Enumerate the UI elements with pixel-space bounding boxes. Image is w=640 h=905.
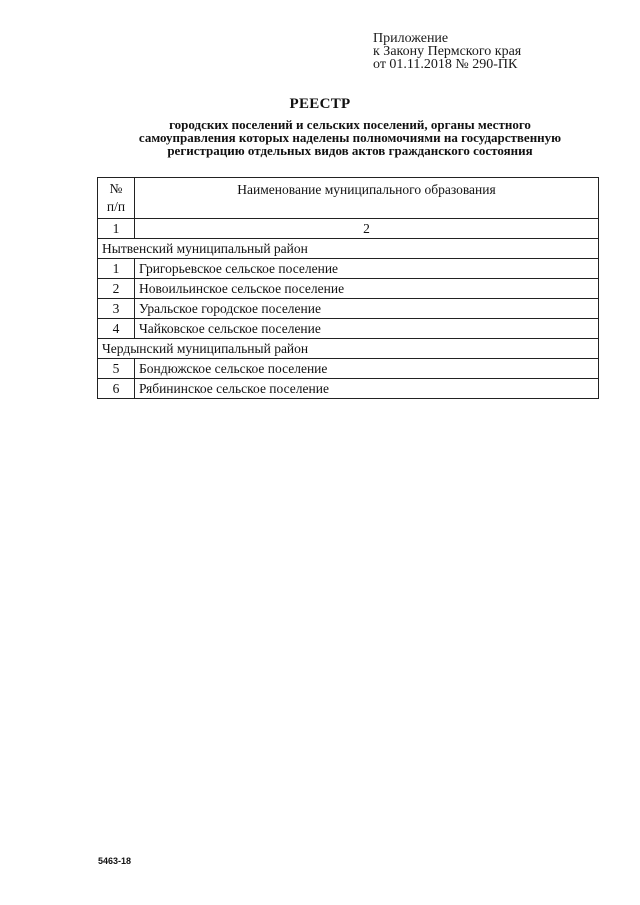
- row-name: Новоильинское сельское поселение: [135, 279, 599, 299]
- row-number: 6: [98, 379, 135, 399]
- table-index-row: [98, 219, 599, 239]
- header-number-abbr: п/п: [106, 199, 126, 214]
- row-name: Уральское городское поселение: [135, 299, 599, 319]
- row-number: 5: [98, 359, 135, 379]
- row-number: 3: [98, 299, 135, 319]
- subtitle-line-1: городских поселений и сельских поселений, органы местного: [169, 117, 531, 132]
- row-number: 2: [98, 279, 135, 299]
- row-name: Рябининское сельское поселение: [135, 379, 599, 399]
- row-name: Чайковское сельское поселение: [135, 319, 599, 339]
- table-row: [98, 259, 599, 279]
- table-row: [98, 359, 599, 379]
- table-row: [98, 299, 599, 319]
- appendix-line-3: от 01.11.2018 № 290-ПК: [373, 57, 518, 72]
- registry-table: [97, 177, 599, 399]
- table-row: [98, 319, 599, 339]
- group-title: Нытвенский муниципальный район: [98, 239, 599, 259]
- appendix-note: [373, 32, 521, 71]
- document-title: РЕЕСТР: [289, 96, 351, 112]
- index-col-2: 2: [135, 219, 599, 239]
- row-name: Григорьевское сельское поселение: [135, 259, 599, 279]
- subtitle-line-2: самоуправления которых наделены полномочиями на государственную: [138, 130, 562, 145]
- group-row: [98, 239, 599, 259]
- group-row: [98, 339, 599, 359]
- index-col-1: 1: [98, 219, 135, 239]
- table-header-row: [98, 178, 599, 219]
- row-number: 4: [98, 319, 135, 339]
- group-title: Чердынский муниципальный район: [98, 339, 599, 359]
- document-subtitle: [100, 118, 600, 157]
- header-number: [98, 178, 135, 219]
- header-number-sign: №: [109, 181, 123, 196]
- row-name: Бондюжское сельское поселение: [135, 359, 599, 379]
- table-row: [98, 279, 599, 299]
- header-name: Наименование муниципального образования: [135, 178, 599, 219]
- row-number: 1: [98, 259, 135, 279]
- subtitle-line-3: регистрацию отдельных видов актов гражданского состояния: [167, 143, 533, 158]
- appendix-line-2: к Закону Пермского края: [373, 44, 522, 59]
- appendix-line-1: Приложение: [373, 31, 449, 46]
- table-row: [98, 379, 599, 399]
- document-code: 5463-18: [98, 856, 132, 866]
